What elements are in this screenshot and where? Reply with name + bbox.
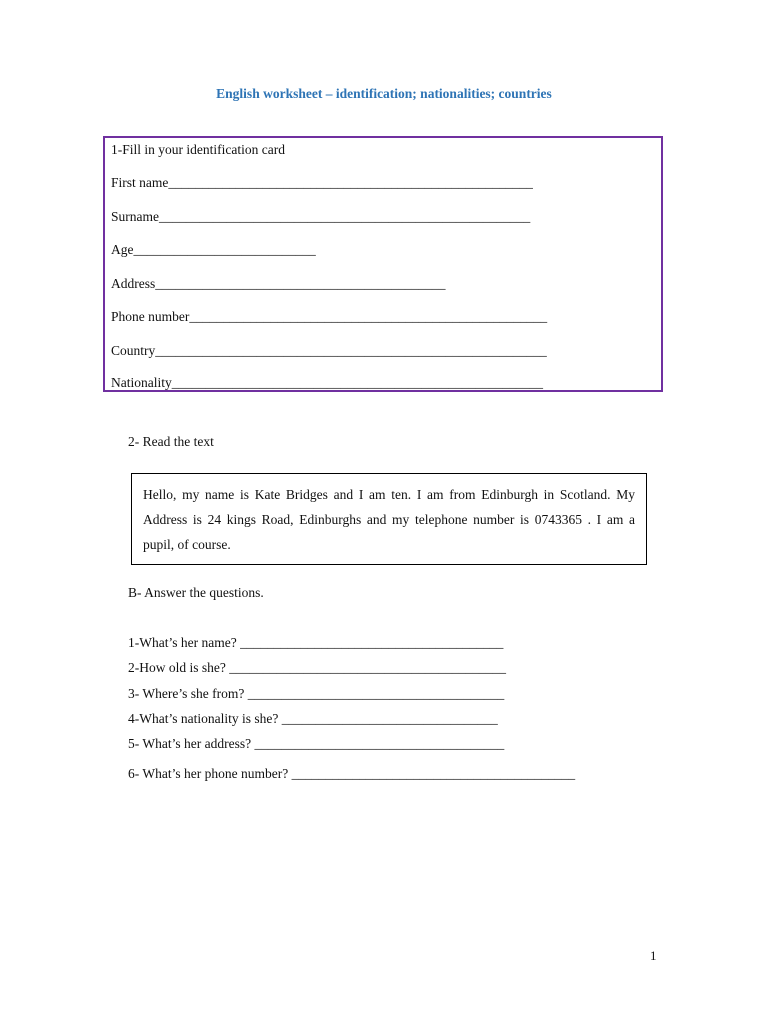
question-3: 3- Where’s she from? ______________________________________ [128, 686, 505, 701]
first-name-field: First name______________________________________________________ [111, 175, 533, 190]
surname-field: Surname_______________________________________________________ [111, 209, 531, 224]
identification-card-box [103, 136, 663, 392]
address-field: Address___________________________________________ [111, 276, 446, 291]
page-number: 1 [650, 948, 657, 963]
country-field: Country__________________________________________________________ [111, 343, 547, 358]
question-4: 4-What’s nationality is she? ________________________________ [128, 711, 498, 726]
reading-text-box [131, 473, 647, 565]
worksheet-title: English worksheet – identification; nationalities; countries [216, 86, 552, 101]
question-6: 6- What’s her phone number? __________________________________________ [128, 766, 576, 781]
reading-heading: 2- Read the text [128, 434, 214, 449]
question-1: 1-What’s her name? _______________________________________ [128, 635, 504, 650]
age-field: Age___________________________ [111, 242, 316, 257]
reading-text: Hello, my name is Kate Bridges and I am ten. I am from Edinburgh in Scotland. My Address is 24 kings Road, Edinburghs and my telephone number is 0743365 . I am a pupil, of course. [143, 487, 635, 552]
question-5: 5- What’s her address? _____________________________________ [128, 736, 505, 751]
phone-number-field: Phone number_____________________________________________________ [111, 309, 548, 324]
question-2: 2-How old is she? _________________________________________ [128, 660, 506, 675]
questions-heading: B- Answer the questions. [128, 585, 264, 600]
id-card-heading: 1-Fill in your identification card [111, 142, 285, 157]
nationality-field: Nationality_______________________________________________________ [111, 375, 543, 390]
